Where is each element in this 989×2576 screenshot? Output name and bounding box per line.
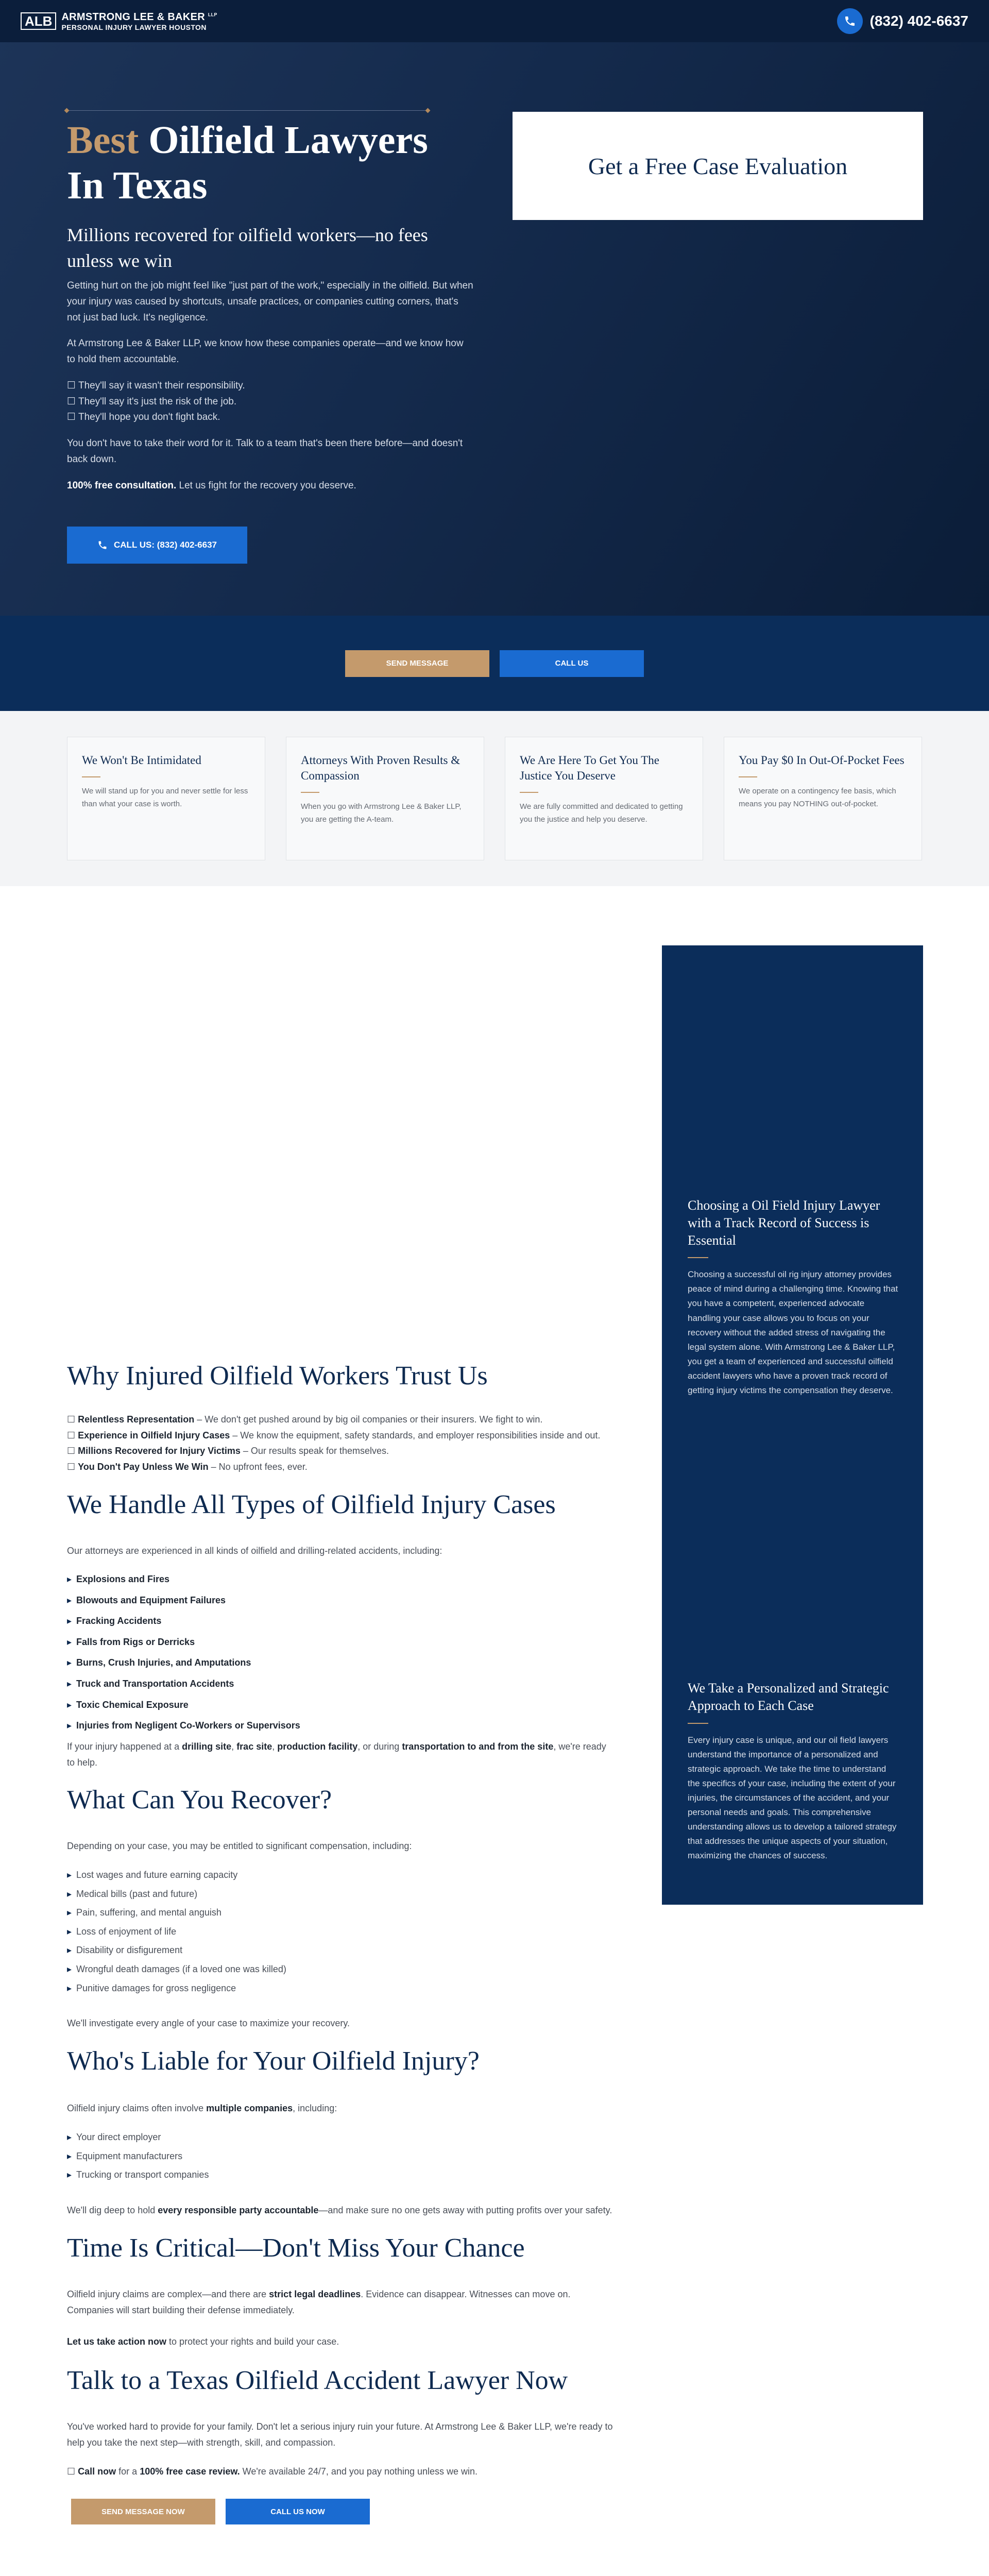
list-item: ▸ Your direct employer (67, 2129, 613, 2145)
recover-outro: We'll investigate every angle of your case to maximize your recovery. (67, 2018, 350, 2028)
header-phone-number: (832) 402-6637 (869, 13, 968, 29)
cases-outro-text: , or during (357, 1741, 402, 1752)
feature-card (505, 737, 703, 860)
talk-text: We're available 24/7, and you pay nothing unless we win. (240, 2466, 478, 2477)
feature-card-divider (82, 776, 100, 777)
sidebar-block (688, 1680, 899, 1863)
hero-body (67, 278, 474, 504)
hero-section (0, 0, 989, 616)
trust-item-text: – We know the equipment, safety standards, and employer responsibilities inside and out. (230, 1430, 601, 1440)
header-phone-link[interactable] (837, 8, 968, 34)
consultation-bold: 100% free consultation. (67, 480, 177, 491)
cta-band (0, 616, 989, 711)
feature-card-text: We operate on a contingency fee basis, which means you pay NOTHING out-of-pocket. (739, 786, 896, 809)
cases-outro-bold: production facility (277, 1741, 358, 1752)
trust-item-bold: Relentless Representation (78, 1414, 195, 1425)
cases-intro: Our attorneys are experienced in all kinds of oilfield and drilling-related accidents, including: (67, 1546, 442, 1556)
cases-outro-text: , (272, 1741, 278, 1752)
hero-paragraph-1: Getting hurt on the job might feel like "just part of the work," especially in the oilfield. But when your injury was caused by shortcuts, unsafe practices, or companies cutting corners, that's not just bad luck. It's negligence. (67, 280, 473, 323)
sidebar-divider (688, 1723, 708, 1724)
list-item: ▸ Equipment manufacturers (67, 2148, 613, 2164)
feature-card-title: We Are Here To Get You The Justice You Deserve (520, 754, 660, 782)
hero-check-item: ☐ They'll say it's just the risk of the job. (67, 396, 237, 407)
cases-outro-bold: drilling site (182, 1741, 232, 1752)
feature-card (724, 737, 922, 860)
trust-item: ☐ You Don't Pay Unless We Win – No upfront fees, ever. (67, 1461, 308, 1472)
hero-check-item: ☐ They'll say it wasn't their responsibility. (67, 380, 245, 391)
recover-intro: Depending on your case, you may be entitled to significant compensation, including: (67, 1841, 412, 1851)
liable-intro-text: , including: (293, 2103, 337, 2113)
cases-heading: We Handle All Types of Oilfield Injury Cases (67, 1490, 556, 1519)
list-item: ▸ Loss of enjoyment of life (67, 1924, 613, 1940)
talk-text: for a (116, 2466, 140, 2477)
time-heading: Time Is Critical—Don't Miss Your Chance (67, 2233, 525, 2263)
logo-text (61, 11, 217, 31)
recover-heading: What Can You Recover? (67, 1785, 332, 1815)
logo-firm-name-text: ARMSTRONG LEE & BAKER (61, 11, 205, 23)
feature-card-divider (739, 776, 757, 777)
sidebar-block-title: We Take a Personalized and Strategic Approach to Each Case (688, 1681, 889, 1713)
feature-card (286, 737, 484, 860)
talk-paragraph-1: You've worked hard to provide for your family. Don't let a serious injury ruin your future. At Armstrong Lee & Baker LLP, we're ready to help you take the next step—with strength, skill, and compassion. (67, 2421, 613, 2448)
feature-card-text: When you go with Armstrong Lee & Baker LLP, you are getting the A-team. (301, 802, 462, 824)
trust-list (67, 1412, 613, 1475)
list-item: ▸ Falls from Rigs or Derricks (67, 1634, 613, 1650)
trust-item-bold: Experience in Oilfield Injury Cases (78, 1430, 230, 1440)
list-item: ▸ Toxic Chemical Exposure (67, 1697, 613, 1713)
cases-outro-text: , we're ready to help. (67, 1741, 606, 1768)
logo-llp: LLP (208, 11, 217, 17)
list-item: ▸ Truck and Transportation Accidents (67, 1676, 613, 1692)
trust-item-bold: You Don't Pay Unless We Win (78, 1461, 209, 1472)
hero-consultation (67, 478, 474, 494)
hero-title (67, 117, 438, 208)
hero-checklist (67, 378, 474, 426)
hero-subtitle: Millions recovered for oilfield workers—no fees unless we win (67, 225, 428, 271)
talk-bold: Call now (78, 2466, 116, 2477)
liable-intro-text: Oilfield injury claims often involve (67, 2103, 207, 2113)
list-item: ▸ Medical bills (past and future) (67, 1886, 613, 1902)
feature-card-text: We will stand up for you and never settle for less than what your case is worth. (82, 786, 248, 809)
logo-tagline: PERSONAL INJURY LAWYER HOUSTON (61, 23, 207, 31)
talk-text: ☐ (67, 2466, 78, 2477)
hero-decorative-line (67, 110, 428, 111)
trust-heading: Why Injured Oilfield Workers Trust Us (67, 1361, 488, 1391)
list-item: ▸ Fracking Accidents (67, 1613, 613, 1629)
list-item: ▸ Lost wages and future earning capacity (67, 1867, 613, 1883)
sidebar-block-text: Every injury case is unique, and our oil field lawyers understand the importance of a personalized and strategic approach. We take the time to understand the specifics of your case, including the extent of your injuries, the circumstances of the accident, and your personal needs and goals. This comprehensive understanding allows us to develop a tailored strategy that addresses the unique aspects of your situation, maximizing the chances of success. (688, 1735, 897, 1860)
site-header (0, 0, 989, 42)
features-section (0, 711, 989, 886)
hero-check-item: ☐ They'll hope you don't fight back. (67, 412, 220, 423)
feature-card-text: We are fully committed and dedicated to getting you the justice and help you deserve. (520, 802, 683, 824)
liable-intro-bold: multiple companies (206, 2103, 293, 2113)
feature-card (67, 737, 265, 860)
trust-item-text: – We don't get pushed around by big oil companies or their insurers. We fight to win. (194, 1414, 543, 1425)
trust-item: ☐ Relentless Representation – We don't get pushed around by big oil companies or their insurers. We fight to win. (67, 1414, 543, 1425)
sidebar-block-title: Choosing a Oil Field Injury Lawyer with a Track Record of Success is Essential (688, 1198, 880, 1248)
liable-list (67, 2129, 613, 2186)
call-us-button[interactable]: CALL US (500, 650, 644, 677)
call-us-now-button[interactable]: CALL US NOW (226, 2499, 370, 2524)
liable-outro-bold: every responsible party accountable (158, 2205, 319, 2215)
hero-call-label: CALL US: (832) 402-6637 (114, 540, 217, 550)
trust-item-text: – No upfront fees, ever. (208, 1461, 308, 1472)
time-text: Oilfield injury claims are complex—and there are (67, 2289, 269, 2299)
site-logo[interactable] (21, 11, 217, 31)
feature-card-divider (301, 792, 319, 793)
trust-item: ☐ Millions Recovered for Injury Victims – Our results speak for themselves. (67, 1446, 389, 1456)
recover-list (67, 1867, 613, 1999)
list-item: ▸ Disability or disfigurement (67, 1942, 613, 1958)
logo-firm-name (61, 11, 217, 23)
phone-icon (97, 540, 108, 550)
liable-outro-text: —and make sure no one gets away with putting profits over your safety. (318, 2205, 612, 2215)
case-evaluation-title: Get a Free Case Evaluation (588, 152, 848, 179)
consultation-rest: Let us fight for the recovery you deserve. (176, 480, 356, 491)
trust-item-bold: Millions Recovered for Injury Victims (78, 1446, 241, 1456)
list-item: ▸ Explosions and Fires (67, 1571, 613, 1587)
cases-outro-bold: frac site (236, 1741, 272, 1752)
feature-card-title: Attorneys With Proven Results & Compassion (301, 754, 461, 782)
feature-card-title: You Pay $0 In Out-Of-Pocket Fees (739, 754, 905, 767)
time-text: . Evidence can disappear. Witnesses can move on. Companies will start building their defense immediately. (67, 2289, 571, 2315)
list-item: ▸ Pain, suffering, and mental anguish (67, 1905, 613, 1921)
time-text: to protect your rights and build your case. (166, 2336, 339, 2347)
feature-card-title: We Won't Be Intimidated (82, 754, 201, 767)
trust-item-text: – Our results speak for themselves. (240, 1446, 389, 1456)
time-bold: Let us take action now (67, 2336, 167, 2347)
sidebar-divider (688, 1257, 708, 1258)
logo-mark: ALB (21, 12, 56, 30)
list-item: ▸ Punitive damages for gross negligence (67, 1980, 613, 1996)
liable-outro (67, 2202, 613, 2218)
hero-paragraph-2: At Armstrong Lee & Baker LLP, we know how these companies operate—and we know how to hold them accountable. (67, 338, 464, 365)
cases-outro-text: If your injury happened at a (67, 1741, 182, 1752)
sidebar-block (688, 1197, 899, 1398)
cases-outro-bold: transportation to and from the site (402, 1741, 554, 1752)
time-paragraph-2 (67, 2334, 613, 2350)
phone-icon (837, 8, 863, 34)
sidebar-block-text: Choosing a successful oil rig injury attorney provides peace of mind during a challenging time. Knowing that you have a competent, experienced advocate handling your case allows you to focus on your recovery without the added stress of navigating the legal system alone. With Armstrong Lee & Baker LLP, you get a team of experienced and successful oilfield accident lawyers who have a proven track record of getting injury victims the compensation they deserve. (688, 1269, 898, 1395)
liable-outro-text: We'll dig deep to hold (67, 2205, 158, 2215)
time-paragraph-1 (67, 2286, 613, 2318)
list-item: ▸ Blowouts and Equipment Failures (67, 1592, 613, 1608)
cases-list (67, 1571, 613, 1739)
talk-bold: 100% free case review. (140, 2466, 240, 2477)
list-item: ▸ Burns, Crush Injuries, and Amputations (67, 1655, 613, 1671)
liable-heading: Who's Liable for Your Oilfield Injury? (67, 2046, 480, 2076)
send-message-now-button[interactable]: SEND MESSAGE NOW (71, 2499, 215, 2524)
list-item: ▸ Injuries from Negligent Co-Workers or Supervisors (67, 1718, 613, 1734)
feature-card-divider (520, 792, 538, 793)
send-message-button[interactable]: SEND MESSAGE (345, 650, 489, 677)
hero-title-accent: Best (67, 118, 139, 162)
list-item: ▸ Trucking or transport companies (67, 2167, 613, 2183)
time-bold: strict legal deadlines (269, 2289, 361, 2299)
talk-paragraph-2 (67, 2464, 613, 2480)
sidebar-panel (662, 945, 923, 1905)
talk-buttons (71, 2499, 617, 2524)
talk-heading: Talk to a Texas Oilfield Accident Lawyer Now (67, 2366, 568, 2395)
hero-call-button[interactable] (67, 527, 247, 564)
case-evaluation-card (513, 112, 923, 220)
hero-paragraph-3: You don't have to take their word for it. Talk to a team that's been there before—and doesn't back down. (67, 438, 463, 465)
liable-intro (67, 2100, 613, 2116)
cases-outro-text: , (231, 1741, 237, 1752)
list-item: ▸ Wrongful death damages (if a loved one was killed) (67, 1961, 613, 1977)
hero-title-rest: Oilfield Lawyers In Texas (67, 118, 428, 208)
cases-outro (67, 1739, 613, 1770)
trust-item: ☐ Experience in Oilfield Injury Cases – We know the equipment, safety standards, and employer responsibilities inside and out. (67, 1430, 601, 1440)
